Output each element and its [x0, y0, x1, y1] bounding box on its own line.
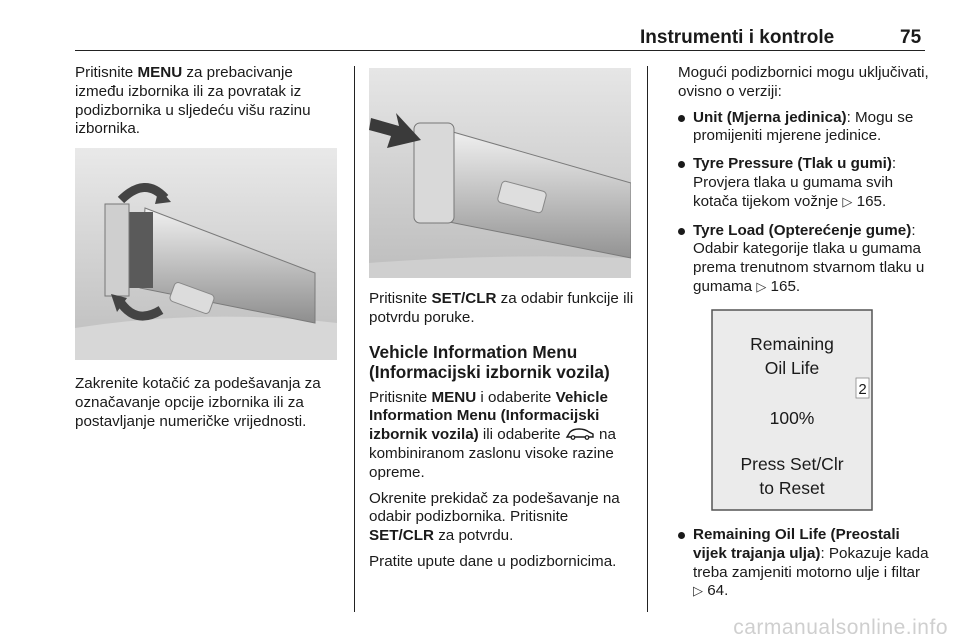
page-number: 75 [900, 27, 922, 48]
column-divider [354, 66, 355, 612]
page-reference-icon: ▷ [693, 584, 703, 600]
column-divider [647, 66, 648, 612]
intro-paragraph: Pritisnite MENU za prebacivanje između izbornika ili za povratak iz podizbornika u sljedeću višu razinu izbornika. [75, 64, 311, 138]
column-2 [369, 290, 634, 579]
submenu-instructions: Okrenite prekidač za podešavanje na odabir podizbornika. Pritisnite SET/CLR za potvrdu. [369, 489, 620, 545]
section-heading: Vehicle Information Menu (Informacijski izbornik vozila) [369, 341, 610, 382]
header-rule [75, 50, 925, 51]
watermark: carmanualsonline.info [733, 616, 948, 639]
display-value: 100% [769, 408, 815, 428]
list-item: Remaining Oil Life (Preostali vijek trajanja ulja): Pokazuje kada treba zamjeniti motorno ulje i filtar ▷ 64. [678, 526, 930, 602]
follow-instructions: Pratite upute dane u podizbornicima. [369, 552, 617, 570]
oil-life-display-illustration [690, 306, 915, 514]
column-3 [678, 64, 930, 307]
oil-life-bullet [678, 526, 930, 611]
submenu-intro: Mogući podizbornici mogu uključivati, ovisno o verziji: [678, 64, 929, 100]
page-reference-link[interactable]: 165. [856, 192, 887, 210]
page-reference-icon: ▷ [842, 194, 853, 210]
set-clr-button-illustration [369, 68, 631, 278]
display-line-4: to Reset [759, 478, 825, 498]
page-header-title: Instrumenti i kontrole [640, 27, 835, 48]
list-item: Tyre Pressure (Tlak u gumi): Provjera tlaka u gumama svih kotača tijekom vožnje ▷ 165. [678, 155, 930, 212]
display-line-1: Remaining [750, 334, 834, 354]
page-reference-link[interactable]: 165. [770, 277, 801, 295]
page-reference-link[interactable]: 64. [707, 582, 729, 600]
display-line-3: Press Set/Clr [740, 454, 844, 474]
menu-instructions: Pritisnite MENU i odaberite Vehicle Information Menu (Informacijski izbornik vozila) ili odaberite na kombiniranom zaslonu visoke razine opreme. [369, 388, 616, 481]
display-badge: 2 [858, 381, 867, 398]
adjuster-wheel-illustration [75, 148, 337, 360]
display-line-2: Oil Life [764, 358, 820, 378]
page-reference-icon: ▷ [756, 279, 767, 295]
illustration-caption: Zakrenite kotačić za podešavanja za označavanje opcije izbornika ili za postavljanje numeričke vrijednosti. [75, 375, 321, 430]
list-item: Tyre Load (Opterećenje gume): Odabir kategorije tlaka u gumama prema trenutnom stvarnom tlaku u gumama ▷ 165. [678, 222, 930, 298]
set-clr-paragraph: Pritisnite SET/CLR za odabir funkcije ili potvrdu poruke. [369, 290, 634, 326]
set-clr-keyword: SET/CLR [431, 290, 497, 307]
column-1 [75, 64, 343, 146]
menu-keyword: MENU [137, 64, 183, 81]
car-icon [565, 428, 595, 440]
list-item: Unit (Mjerna jedinica): Mogu se promijeniti mjerene jedinice. [678, 109, 930, 147]
